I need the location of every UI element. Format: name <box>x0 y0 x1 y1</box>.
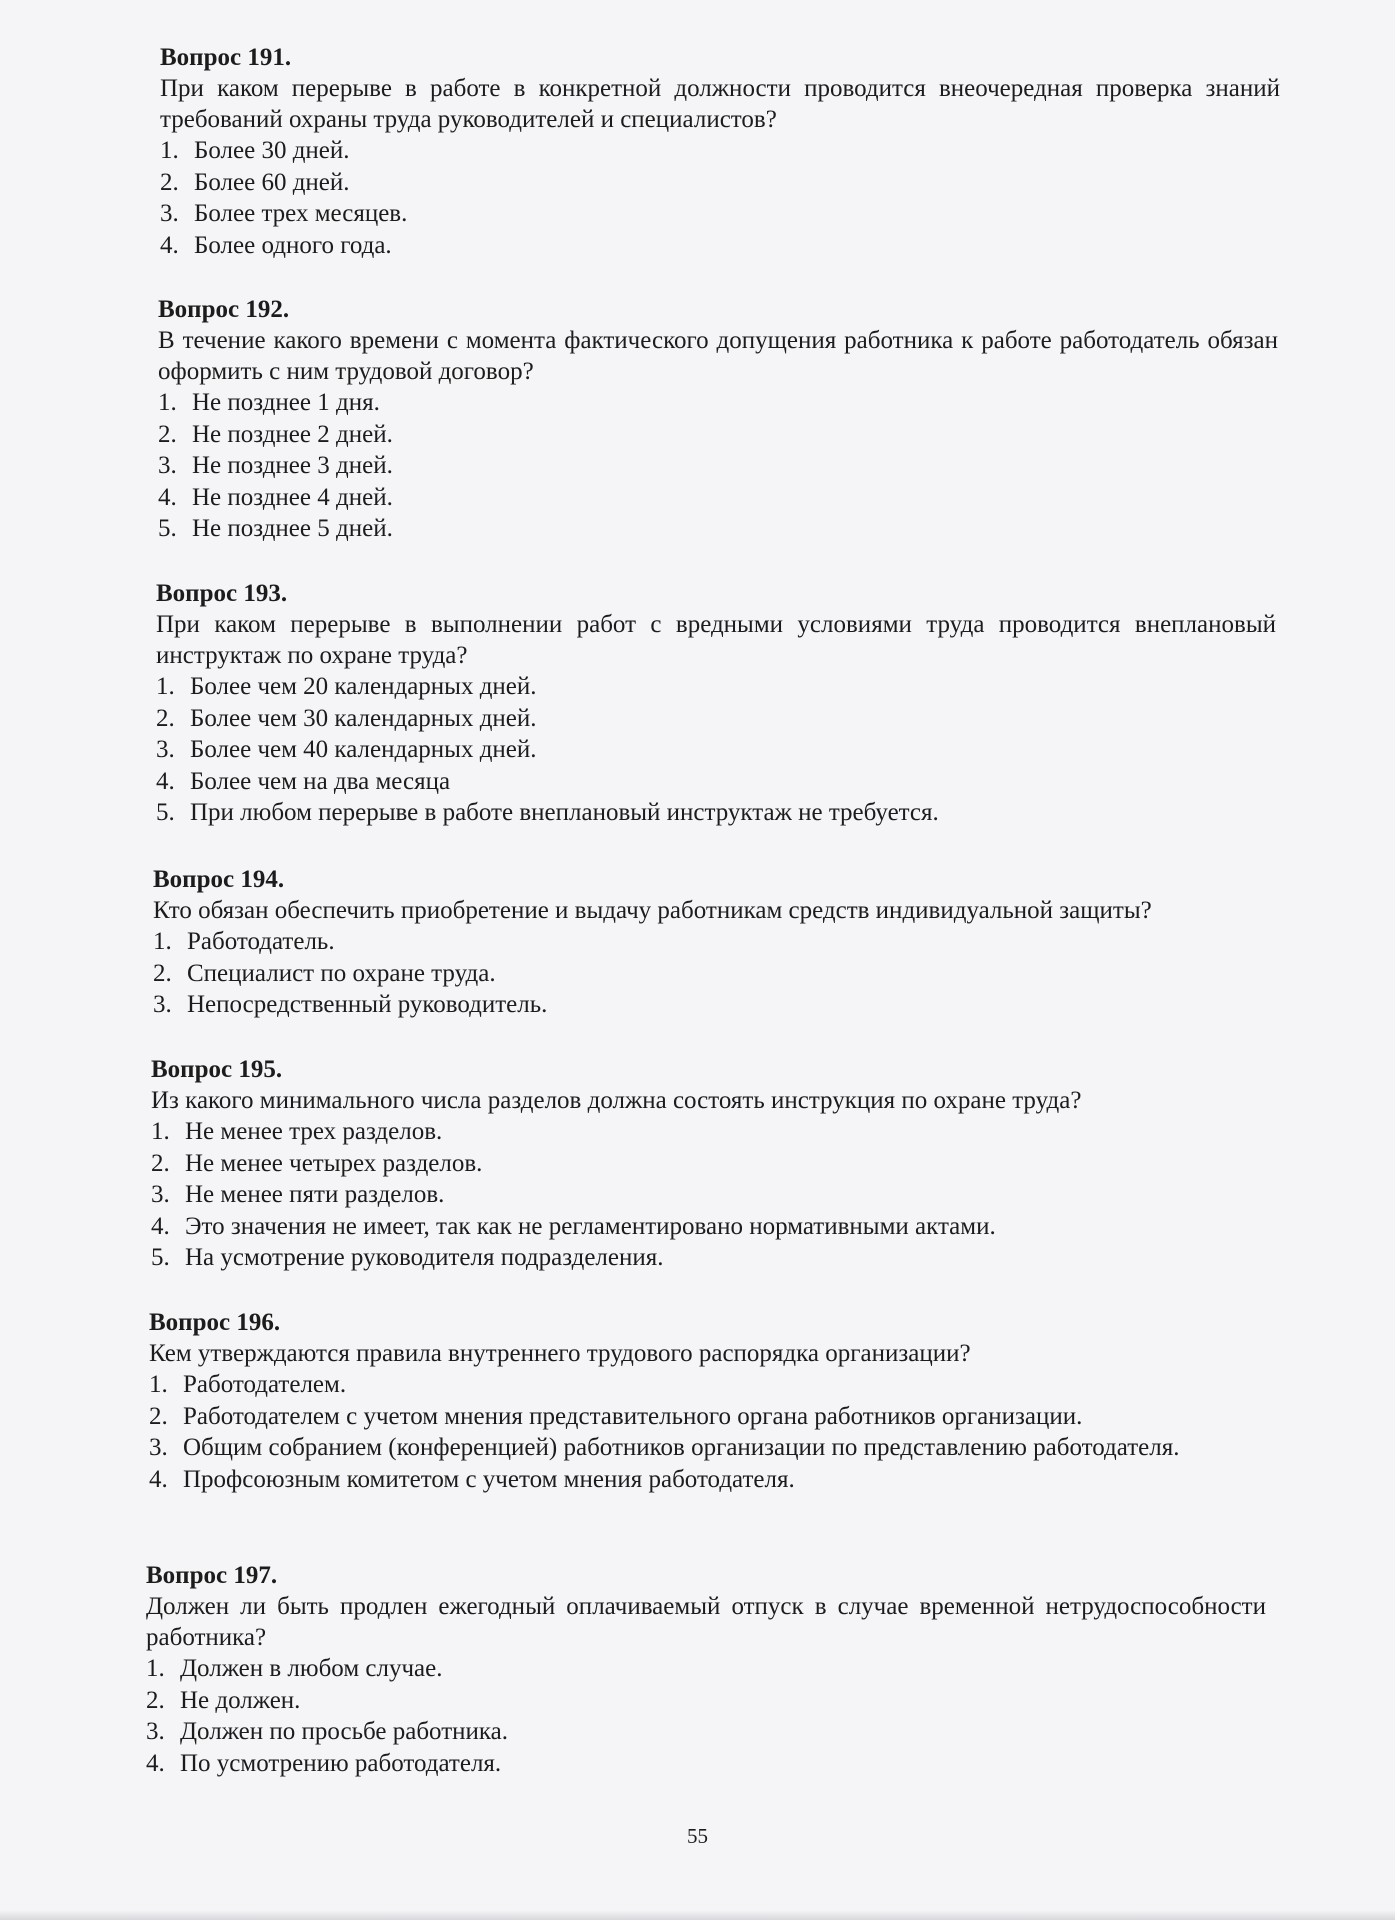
question-text: При каком перерыве в работе в конкретной должности проводится внеочередная проверка знаний требований охраны труда руководителей и специалистов? <box>160 75 1280 133</box>
answer-text: Более трех месяцев. <box>194 200 408 227</box>
answer-number: 3. <box>146 1718 165 1745</box>
answer-item <box>149 1432 1269 1464</box>
answer-number: 2. <box>151 1149 170 1177</box>
answer-list <box>146 1653 1266 1779</box>
answer-item <box>149 1464 1269 1496</box>
answer-item <box>156 766 1276 798</box>
question-text: В течение какого времени с момента фактического допущения работника к работе работодатель обязан оформить с ним трудовой договор? <box>158 327 1278 385</box>
question-title: Вопрос 196. <box>149 1309 281 1336</box>
answer-number: 2. <box>149 1402 168 1430</box>
question-191 <box>160 42 1280 261</box>
answer-text: Более чем 30 календарных дней. <box>190 704 537 732</box>
question-title: Вопрос 197. <box>146 1562 278 1589</box>
answer-number: 4. <box>151 1212 170 1240</box>
question-title: Вопрос 191. <box>160 44 292 71</box>
answer-number: 2. <box>158 420 177 448</box>
question-title: Вопрос 194. <box>153 866 285 893</box>
answer-item <box>146 1748 1266 1780</box>
answer-item <box>160 135 1280 167</box>
answer-item <box>156 734 1276 766</box>
answer-item <box>156 703 1276 735</box>
answer-list <box>160 135 1280 261</box>
question-text: Должен ли быть продлен ежегодный оплачиваемый отпуск в случае временной нетрудоспособности работника? <box>146 1593 1266 1651</box>
answer-text: Профсоюзным комитетом с учетом мнения работодателя. <box>183 1465 795 1493</box>
answer-text: Не позднее 1 дня. <box>192 389 380 416</box>
answer-text: Более 30 дней. <box>194 137 350 164</box>
answer-text: На усмотрение руководителя подразделения. <box>185 1244 664 1271</box>
answer-number: 1. <box>151 1118 170 1145</box>
answer-item <box>158 450 1278 482</box>
answer-number: 5. <box>158 515 177 542</box>
question-197 <box>146 1560 1266 1779</box>
answer-item <box>146 1716 1266 1748</box>
answer-number: 2. <box>153 959 172 987</box>
answer-text: Не позднее 2 дней. <box>192 420 393 448</box>
question-text: При каком перерыве в выполнении работ с вредными условиями труда проводится внеплановый инструктаж по охране труда? <box>156 611 1276 669</box>
page-number: 55 <box>687 1824 708 1848</box>
answer-number: 4. <box>149 1465 168 1493</box>
answer-number: 5. <box>151 1244 170 1271</box>
answer-number: 1. <box>158 389 177 416</box>
answer-item <box>149 1369 1269 1401</box>
answer-text: Более чем 20 календарных дней. <box>190 673 537 700</box>
answer-text: Должен по просьбе работника. <box>180 1718 509 1745</box>
answer-number: 3. <box>153 991 172 1018</box>
answer-text: Не должен. <box>180 1686 301 1714</box>
question-194 <box>153 864 1273 1021</box>
answer-item <box>158 387 1278 419</box>
answer-text: Не менее четырех разделов. <box>185 1149 483 1177</box>
answer-number: 4. <box>160 231 179 259</box>
answer-item <box>158 482 1278 514</box>
answer-item <box>156 671 1276 703</box>
answer-text: Более одного года. <box>194 231 392 259</box>
question-text: Из какого минимального числа разделов должна состоять инструкция по охране труда? <box>151 1087 1082 1114</box>
answer-number: 3. <box>160 200 179 227</box>
answer-item <box>151 1148 1271 1180</box>
answer-item <box>146 1653 1266 1685</box>
answer-text: Специалист по охране труда. <box>187 959 496 987</box>
answer-text: Общим собранием (конференцией) работников организации по представлению работодателя. <box>183 1434 1180 1461</box>
answer-text: Не менее пяти разделов. <box>185 1181 445 1208</box>
question-text: Кем утверждаются правила внутреннего трудового распорядка организации? <box>149 1340 971 1367</box>
answer-item <box>151 1116 1271 1148</box>
answer-number: 3. <box>156 736 175 763</box>
question-193 <box>156 578 1276 829</box>
answer-item <box>160 198 1280 230</box>
answer-text: Более 60 дней. <box>194 168 350 196</box>
question-192 <box>158 294 1278 545</box>
answer-number: 2. <box>146 1686 165 1714</box>
answer-text: При любом перерыве в работе внеплановый инструктаж не требуется. <box>190 799 939 826</box>
answer-number: 1. <box>160 137 179 164</box>
answer-item <box>156 797 1276 829</box>
answer-item <box>146 1685 1266 1717</box>
answer-text: Не позднее 4 дней. <box>192 483 393 511</box>
answer-text: Не позднее 3 дней. <box>192 452 393 479</box>
answer-text: Не менее трех разделов. <box>185 1118 443 1145</box>
scan-edge <box>0 1910 1395 1920</box>
answer-text: Это значения не имеет, так как не регламентировано нормативными актами. <box>185 1212 996 1240</box>
answer-number: 1. <box>149 1371 168 1398</box>
answer-item <box>153 926 1273 958</box>
answer-list <box>156 671 1276 829</box>
answer-item <box>151 1242 1271 1274</box>
answer-number: 3. <box>158 452 177 479</box>
answer-text: Более чем на два месяца <box>190 767 451 795</box>
answer-item <box>160 230 1280 262</box>
answer-number: 1. <box>153 928 172 955</box>
answer-item <box>160 167 1280 199</box>
answer-text: Должен в любом случае. <box>180 1655 443 1682</box>
answer-number: 4. <box>146 1749 165 1777</box>
answer-item <box>149 1401 1269 1433</box>
answer-text: Не позднее 5 дней. <box>192 515 393 542</box>
question-title: Вопрос 195. <box>151 1056 283 1083</box>
answer-number: 3. <box>149 1434 168 1461</box>
answer-number: 2. <box>156 704 175 732</box>
answer-item <box>151 1179 1271 1211</box>
answer-number: 1. <box>146 1655 165 1682</box>
answer-list <box>149 1369 1269 1495</box>
answer-text: Работодателем. <box>183 1371 347 1398</box>
answer-item <box>153 989 1273 1021</box>
answer-item <box>158 513 1278 545</box>
answer-number: 1. <box>156 673 175 700</box>
answer-list <box>153 926 1273 1021</box>
question-196 <box>149 1307 1269 1495</box>
answer-number: 2. <box>160 168 179 196</box>
answer-text: По усмотрению работодателя. <box>180 1749 502 1777</box>
question-text: Кто обязан обеспечить приобретение и выдачу работникам средств индивидуальной защиты? <box>153 897 1152 924</box>
question-title: Вопрос 193. <box>156 580 288 607</box>
answer-list <box>151 1116 1271 1274</box>
answer-item <box>151 1211 1271 1243</box>
answer-text: Более чем 40 календарных дней. <box>190 736 537 763</box>
answer-text: Работодатель. <box>187 928 335 955</box>
answer-number: 4. <box>156 767 175 795</box>
question-195 <box>151 1054 1271 1274</box>
answer-number: 3. <box>151 1181 170 1208</box>
answer-number: 5. <box>156 799 175 826</box>
answer-item <box>153 958 1273 990</box>
answer-item <box>158 419 1278 451</box>
answer-list <box>158 387 1278 545</box>
question-title: Вопрос 192. <box>158 296 290 323</box>
answer-number: 4. <box>158 483 177 511</box>
answer-text: Работодателем с учетом мнения представительного органа работников организации. <box>183 1402 1083 1430</box>
answer-text: Непосредственный руководитель. <box>187 991 548 1018</box>
